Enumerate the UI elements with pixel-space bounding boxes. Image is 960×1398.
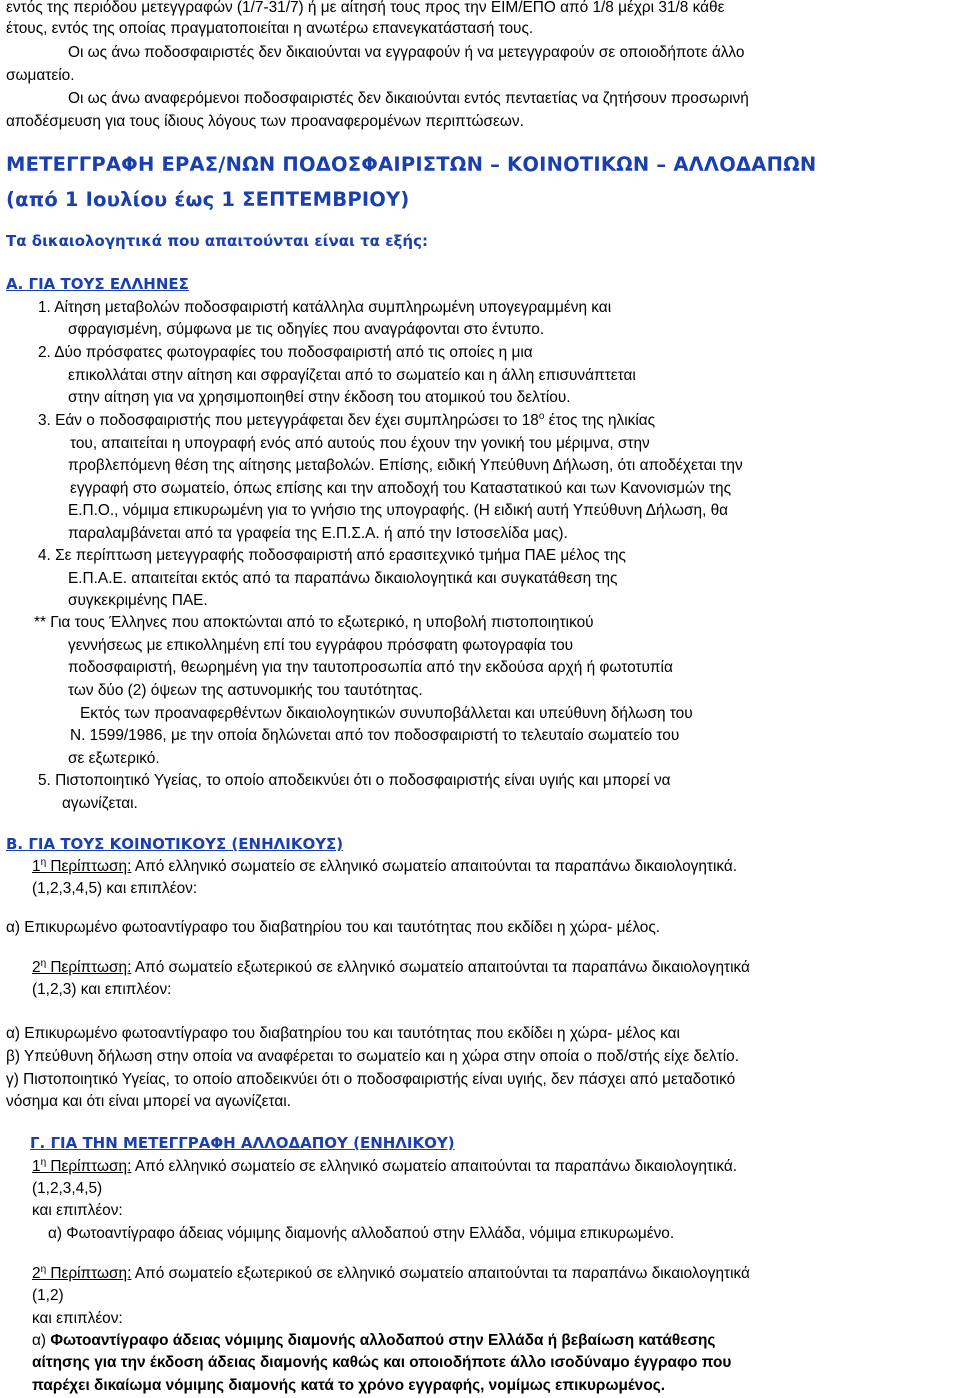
c-case-2-label: $2^\eta$ Περίπτωση: <box>32 1263 132 1282</box>
c-case-1-cont-2: και επιπλέον: <box>32 1202 123 1219</box>
intro-line-5: Οι ως άνω αναφερόμενοι ποδοσφαιριστές δεν δικαιούνται εντός πενταετίας να ζητήσουν προσωρινή <box>68 90 749 107</box>
c-case-1-label: $1^\eta$ Περίπτωση: <box>32 1156 132 1175</box>
a-item-4-cont-2: συγκεκριμένης ΠΑΕ. <box>68 592 208 609</box>
a-item-3-cont-1: του, απαιτείται η υπογραφή ενός από αυτούς που έχουν την γονική του μέριμνα, στην <box>70 435 650 452</box>
b-case-1 <box>32 857 737 877</box>
required-docs-label: Τα δικαιολογητικά που απαιτούνται είναι τα εξής: <box>6 232 428 250</box>
b-case-2-cont: (1,2,3) και επιπλέον: <box>32 981 172 998</box>
section-a-title: Α. ΓΙΑ ΤΟΥΣ ΕΛΛΗΝΕΣ <box>6 275 189 293</box>
a-item-3-text: 3. Εάν ο ποδοσφαιριστής που μετεγγράφεται δεν έχει συμπληρώσει το 18 <box>38 412 539 429</box>
b-case-2-item-c: γ) Πιστοποιητικό Υγείας, το οποίο αποδεικνύει ότι ο ποδοσφαιριστής είναι υγιής, δεν πάσχει από μεταδοτικό <box>6 1071 736 1088</box>
a-item-3-cont-2: προβλεπόμενη θέση της αίτησης μεταβολών. Επίσης, ειδική Υπεύθυνη Δήλωση, ότι αποδέχεται την <box>68 457 743 474</box>
a-item-3-cont-4: Ε.Π.Ο., νόμιμα επικυρωμένη για το γνήσιο της υπογραφής. (Η ειδική αυτή Υπεύθυνη Δήλωση, θα <box>68 502 729 519</box>
b-case-2-item-a: α) Επικυρωμένο φωτοαντίγραφο του διαβατηρίου του και ταυτότητας που εκδίδει η χώρα- μέλος και <box>6 1025 680 1042</box>
superscript-o: ο <box>538 410 545 422</box>
c-case-1-text: Από ελληνικό σωματείο σε ελληνικό σωματείο απαιτούνται τα παραπάνω δικαιολογητικά. <box>131 1158 738 1175</box>
c-case-2-cont-2: και επιπλέον: <box>32 1310 123 1327</box>
intro-line-1: εντός της περιόδου μετεγγραφών (1/7-31/7) ή με αίτησή τους προς την ΕΙΜ/ΕΠΟ από 1/8 μέχρι 31/8 κάθε <box>6 0 725 16</box>
c-case-2-item-a-bold-1: Φωτοαντίγραφο άδειας νόμιμης διαμονής αλλοδαπού στην Ελλάδα ή βεβαίωση κατάθεσης <box>50 1332 716 1349</box>
b-case-1-item-a: α) Επικυρωμένο φωτοαντίγραφο του διαβατηρίου του και ταυτότητας που εκδίδει η χώρα- μέλος. <box>6 919 661 936</box>
a-note: ** Για τους Έλληνες που αποκτώνται από το εξωτερικό, η υποβολή πιστοποιητικού <box>34 614 594 631</box>
a-item-2: 2. Δύο πρόσφατες φωτογραφίες του ποδοσφαιριστή από τις οποίες η μια <box>38 344 533 361</box>
b-case-2 <box>32 958 750 978</box>
main-subheading: (από 1 Ιουλίου έως 1 ΣΕΠΤΕΜΒΡΙΟΥ) <box>6 188 410 211</box>
b-case-2-item-b: β) Υπεύθυνη δήλωση στην οποία να αναφέρεται το σωματείο και η χώρα στην οποία ο ποδ/στής είχε δελτίο. <box>6 1048 740 1065</box>
c-case-2-item-a <box>32 1331 715 1351</box>
c-case-2 <box>32 1264 750 1284</box>
b-case-2-label: $2^\eta$ Περίπτωση: <box>32 957 132 976</box>
a-item-3-cont-5: παραλαμβάνεται από τα γραφεία της Ε.Π.Σ.Α. ή από την Ιστοσελίδα μας). <box>68 525 568 542</box>
a-note-cont-3: των δύο (2) όψεων της αστυνομικής του ταυτότητας. <box>68 682 423 699</box>
a-note-cont-4: Εκτός των προαναφερθέντων δικαιολογητικών συνυποβάλλεται και υπεύθυνη δήλωση του <box>80 705 693 722</box>
a-note-cont-2: ποδοσφαιριστή, θεωρημένη για την ταυτοπροσωπία από την εκδούσα αρχή ή φωτοτυπία <box>68 659 673 676</box>
a-item-5: 5. Πιστοποιητικό Υγείας, το οποίο αποδεικνύει ότι ο ποδοσφαιριστής είναι υγιής και μπορεί να <box>38 772 671 789</box>
a-item-4: 4. Σε περίπτωση μετεγγραφής ποδοσφαιριστή από ερασιτεχνικό τμήμα ΠΑΕ μέλος της <box>38 547 626 564</box>
a-item-2-cont-1: επικολλάται στην αίτηση και σφραγίζεται από το σωματείο και η άλλη επισυνάπτεται <box>68 367 636 384</box>
c-case-2-item-a-cont-2: παρέχει δικαίωμα νόμιμης διαμονής κατά το χρόνο εγγραφής, νομίμως επικυρωμένος. <box>32 1377 666 1394</box>
a-note-cont-6: σε εξωτερικό. <box>68 750 160 767</box>
b-case-1-text: Από ελληνικό σωματείο σε ελληνικό σωματείο απαιτούνται τα παραπάνω δικαιολογητικά. <box>131 858 738 875</box>
a-note-cont-5: Ν. 1599/1986, με την οποία δηλώνεται από τον ποδοσφαιριστή το τελευταίο σωματείο του <box>70 727 680 744</box>
c-case-2-text: Από σωματείο εξωτερικού σε ελληνικό σωματείο απαιτούνται τα παραπάνω δικαιολογητικά <box>131 1265 750 1282</box>
a-item-4-cont-1: Ε.Π.Α.Ε. απαιτείται εκτός από τα παραπάνω δικαιολογητικά και συγκατάθεση της <box>68 570 618 587</box>
a-item-3-cont-3: εγγραφή στο σωματείο, όπως επίσης και την αποδοχή του Καταστατικού και των Κανονισμών της <box>70 480 732 497</box>
a-item-1: 1. Αίτηση μεταβολών ποδοσφαιριστή κατάλληλα συμπληρωμένη υπογεγραμμένη και <box>38 299 612 316</box>
b-case-1-cont: (1,2,3,4,5) και επιπλέον: <box>32 880 198 897</box>
intro-line-4: σωματείο. <box>6 67 75 84</box>
intro-line-6: αποδέσμευση για τους ίδιους λόγους των προαναφερομένων περιπτώσεων. <box>6 113 524 130</box>
c-case-1 <box>32 1157 737 1177</box>
main-heading: ΜΕΤΕΓΓΡΑΦΗ ΕΡΑΣ/ΝΩΝ ΠΟΔΟΣΦΑΙΡΙΣΤΩΝ – ΚΟΙΝΟΤΙΚΩΝ – ΑΛΛΟΔΑΠΩΝ <box>6 153 817 176</box>
intro-line-2: έτους, εντός της οποίας πραγματοποιείται η ανωτέρω επανεγκατάστασή τους. <box>6 20 534 37</box>
c-case-1-cont: (1,2,3,4,5) <box>32 1180 103 1197</box>
b-case-1-label: $1^\eta$ Περίπτωση: <box>32 856 132 875</box>
a-item-3 <box>38 411 655 431</box>
a-item-3-tail: έτος της ηλικίας <box>544 412 656 429</box>
a-note-cont-1: γεννήσεως με επικολλημένη επί του εγγράφου πρόσφατη φωτογραφία του <box>68 637 574 654</box>
a-item-2-cont-2: στην αίτηση για να χρησιμοποιηθεί στην έκδοση του ατομικού του δελτίου. <box>68 389 571 406</box>
a-item-5-cont: αγωνίζεται. <box>62 795 138 812</box>
b-case-2-item-c-cont: νόσημα και ότι είναι μπορεί να αγωνίζεται. <box>6 1093 291 1110</box>
c-case-1-item-a: α) Φωτοαντίγραφο άδειας νόμιμης διαμονής αλλοδαπού στην Ελλάδα, νόμιμα επικυρωμένο. <box>48 1225 675 1242</box>
section-b-title: Β. ΓΙΑ ΤΟΥΣ ΚΟΙΝΟΤΙΚΟΥΣ (ΕΝΗΛΙΚΟΥΣ) <box>6 835 344 853</box>
b-case-2-text: Από σωματείο εξωτερικού σε ελληνικό σωματείο απαιτούνται τα παραπάνω δικαιολογητικά <box>131 959 750 976</box>
intro-line-3: Οι ως άνω ποδοσφαιριστές δεν δικαιούνται να εγγραφούν ή να μετεγγραφούν σε οποιοδήποτε άλλο <box>68 44 745 61</box>
c-case-2-cont: (1,2) <box>32 1287 64 1304</box>
section-c-title: Γ. ΓΙΑ ΤΗΝ ΜΕΤΕΓΓΡΑΦΗ ΑΛΛΟΔΑΠΟΥ (ΕΝΗΛΙΚΟΥ) <box>30 1134 455 1152</box>
c-case-2-item-a-cont-1: αίτησης για την έκδοση άδειας διαμονής καθώς και οποιοδήποτε άλλο ισοδύναμο έγγραφο που <box>32 1354 732 1371</box>
c-case-2-item-a-prefix: α) <box>32 1332 51 1349</box>
a-item-1-cont: σφραγισμένη, σύμφωνα με τις οδηγίες που αναγράφονται στο έντυπο. <box>68 321 545 338</box>
